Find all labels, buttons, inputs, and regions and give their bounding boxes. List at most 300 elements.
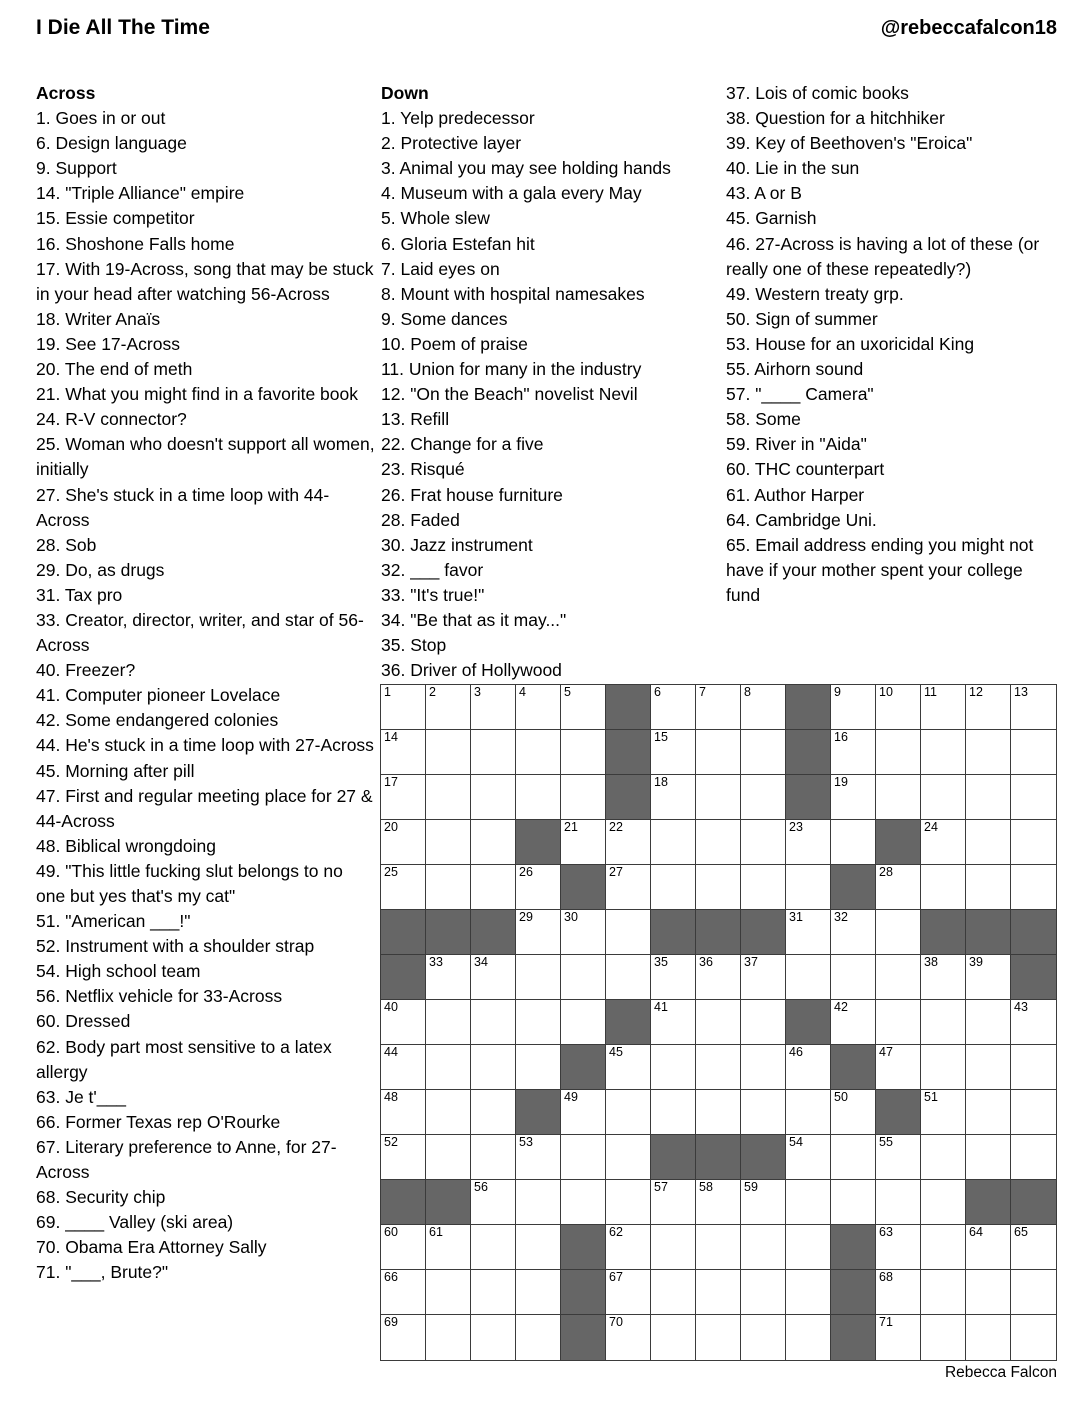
clue-51: 51. "American ___!" xyxy=(36,911,191,932)
clue-64: 64. Cambridge Uni. xyxy=(726,509,877,530)
cell-number: 66 xyxy=(384,1270,398,1284)
grid-cell[interactable] xyxy=(471,1180,516,1225)
clue-24: 24. R-V connector? xyxy=(36,409,187,430)
grid-cell[interactable] xyxy=(606,910,651,955)
clue-12: 12. "On the Beach" novelist Nevil xyxy=(381,384,638,405)
grid-cell[interactable] xyxy=(381,1225,426,1270)
cell-number: 14 xyxy=(384,730,398,744)
down-clues-column xyxy=(381,81,719,683)
grid-cell[interactable] xyxy=(381,1270,426,1315)
cell-number: 65 xyxy=(1014,1225,1028,1239)
grid-cell[interactable] xyxy=(876,730,921,775)
cell-number: 39 xyxy=(969,955,983,969)
black-square xyxy=(831,1225,876,1270)
grid-cell[interactable] xyxy=(966,1000,1011,1045)
grid-cell[interactable] xyxy=(876,865,921,910)
cell-number: 22 xyxy=(609,820,623,834)
clue-38: 38. Question for a hitchhiker xyxy=(726,108,945,129)
crossword-grid xyxy=(380,684,1057,1361)
grid-cell[interactable] xyxy=(921,1000,966,1045)
grid-cell[interactable] xyxy=(786,1315,831,1360)
clue-36: 36. Driver of Hollywood xyxy=(381,660,562,681)
grid-cell[interactable] xyxy=(426,955,471,1000)
grid-cell[interactable] xyxy=(921,1270,966,1315)
grid-cell[interactable] xyxy=(966,1045,1011,1090)
grid-cell[interactable] xyxy=(606,820,651,865)
cell-number: 40 xyxy=(384,1000,398,1014)
grid-cell[interactable] xyxy=(921,1315,966,1360)
grid-cell[interactable] xyxy=(381,1090,426,1135)
grid-cell[interactable] xyxy=(516,775,561,820)
black-square xyxy=(831,1315,876,1360)
grid-cell[interactable] xyxy=(471,685,516,730)
grid-cell[interactable] xyxy=(786,865,831,910)
grid-cell[interactable] xyxy=(696,1090,741,1135)
black-square xyxy=(561,1045,606,1090)
grid-cell[interactable] xyxy=(651,1270,696,1315)
grid-cell[interactable] xyxy=(696,955,741,1000)
grid-cell[interactable] xyxy=(831,1090,876,1135)
grid-cell[interactable] xyxy=(876,775,921,820)
grid-cell[interactable] xyxy=(786,955,831,1000)
grid-cell[interactable] xyxy=(516,685,561,730)
grid-cell[interactable] xyxy=(516,1045,561,1090)
black-square xyxy=(516,820,561,865)
grid-cell[interactable] xyxy=(741,1180,786,1225)
cell-number: 2 xyxy=(429,685,436,699)
grid-cell[interactable] xyxy=(966,1315,1011,1360)
grid-cell[interactable] xyxy=(561,775,606,820)
clue-68: 68. Security chip xyxy=(36,1187,166,1208)
clue-49: 49. "This little fucking slut belongs to no one but yes that's my cat" xyxy=(36,860,343,906)
clue-25: 25. Woman who doesn't support all women, initially xyxy=(36,434,375,480)
grid-cell[interactable] xyxy=(471,1045,516,1090)
clue-59: 59. River in "Aida" xyxy=(726,434,867,455)
down-clue-list xyxy=(381,106,719,683)
cell-number: 44 xyxy=(384,1045,398,1059)
grid-cell[interactable] xyxy=(606,1180,651,1225)
grid-cell[interactable] xyxy=(921,820,966,865)
clue-35: 35. Stop xyxy=(381,635,447,656)
grid-cell[interactable] xyxy=(741,955,786,1000)
grid-cell[interactable] xyxy=(651,775,696,820)
clue-33: 33. Creator, director, writer, and star of 56-Across xyxy=(36,609,364,656)
grid-cell[interactable] xyxy=(831,685,876,730)
grid-cell[interactable] xyxy=(471,1135,516,1180)
clue-34: 34. "Be that as it may..." xyxy=(381,609,567,630)
clue-2: 2. Protective layer xyxy=(381,133,522,154)
cell-number: 26 xyxy=(519,865,533,879)
cell-number: 20 xyxy=(384,820,398,834)
grid-cell[interactable] xyxy=(696,685,741,730)
grid-cell[interactable] xyxy=(381,820,426,865)
grid-cell[interactable] xyxy=(381,685,426,730)
grid-cell[interactable] xyxy=(606,1045,651,1090)
grid-cell[interactable] xyxy=(651,1000,696,1045)
clue-20: 20. The end of meth xyxy=(36,359,193,380)
cell-number: 60 xyxy=(384,1225,398,1239)
grid-cell[interactable] xyxy=(696,1000,741,1045)
clue-33: 33. "It's true!" xyxy=(381,584,485,605)
grid-cell[interactable] xyxy=(426,1315,471,1360)
grid-cell[interactable] xyxy=(696,1315,741,1360)
grid-cell[interactable] xyxy=(651,1045,696,1090)
grid-cell[interactable] xyxy=(1011,1225,1056,1270)
grid-cell[interactable] xyxy=(426,685,471,730)
grid-cell[interactable] xyxy=(561,955,606,1000)
grid-cell[interactable] xyxy=(471,1090,516,1135)
grid-cell[interactable] xyxy=(426,730,471,775)
black-square xyxy=(786,775,831,820)
grid-cell[interactable] xyxy=(741,1270,786,1315)
grid-cell[interactable] xyxy=(381,1315,426,1360)
grid-cell[interactable] xyxy=(876,1180,921,1225)
cell-number: 42 xyxy=(834,1000,848,1014)
grid-cell[interactable] xyxy=(921,865,966,910)
grid-cell[interactable] xyxy=(921,955,966,1000)
grid-cell[interactable] xyxy=(1011,820,1056,865)
grid-cell[interactable] xyxy=(1011,1270,1056,1315)
black-square xyxy=(381,910,426,955)
cell-number: 18 xyxy=(654,775,668,789)
grid-cell[interactable] xyxy=(876,955,921,1000)
clue-37: 37. Lois of comic books xyxy=(726,83,909,103)
black-square xyxy=(966,1180,1011,1225)
black-square xyxy=(561,865,606,910)
clue-28: 28. Faded xyxy=(381,509,460,530)
black-square xyxy=(561,1315,606,1360)
grid-cell[interactable] xyxy=(696,820,741,865)
clue-13: 13. Refill xyxy=(381,409,450,430)
clue-9: 9. Some dances xyxy=(381,308,508,329)
grid-cell[interactable] xyxy=(561,1000,606,1045)
grid-cell[interactable] xyxy=(516,730,561,775)
grid-cell[interactable] xyxy=(876,685,921,730)
grid-cell[interactable] xyxy=(651,730,696,775)
clue-60: 60. THC counterpart xyxy=(726,459,885,480)
cell-number: 23 xyxy=(789,820,803,834)
grid-cell[interactable] xyxy=(1011,1090,1056,1135)
cell-number: 45 xyxy=(609,1045,623,1059)
clue-48: 48. Biblical wrongdoing xyxy=(36,835,216,856)
grid-cell[interactable] xyxy=(696,775,741,820)
grid-cell[interactable] xyxy=(876,910,921,955)
grid-cell[interactable] xyxy=(921,1090,966,1135)
grid-cell[interactable] xyxy=(606,1090,651,1135)
grid-cell[interactable] xyxy=(561,1180,606,1225)
clue-57: 57. "____ Camera" xyxy=(726,384,874,405)
grid-cell[interactable] xyxy=(426,1225,471,1270)
grid-cell[interactable] xyxy=(651,955,696,1000)
black-square xyxy=(426,910,471,955)
grid-cell[interactable] xyxy=(381,775,426,820)
cell-number: 43 xyxy=(1014,1000,1028,1014)
clue-1: 1. Yelp predecessor xyxy=(381,108,535,129)
grid-cell[interactable] xyxy=(426,775,471,820)
grid-cell[interactable] xyxy=(696,865,741,910)
grid-cell[interactable] xyxy=(471,1270,516,1315)
clue-16: 16. Shoshone Falls home xyxy=(36,233,235,254)
grid-cell[interactable] xyxy=(561,685,606,730)
grid-cell[interactable] xyxy=(606,1270,651,1315)
grid-cell[interactable] xyxy=(966,775,1011,820)
grid-cell[interactable] xyxy=(606,1135,651,1180)
grid-cell[interactable] xyxy=(561,1090,606,1135)
grid-cell[interactable] xyxy=(966,1090,1011,1135)
grid-cell[interactable] xyxy=(966,1225,1011,1270)
grid-cell[interactable] xyxy=(876,1045,921,1090)
grid-cell[interactable] xyxy=(786,1090,831,1135)
grid-cell[interactable] xyxy=(966,730,1011,775)
grid-cell[interactable] xyxy=(516,1315,561,1360)
grid-cell[interactable] xyxy=(1011,1045,1056,1090)
grid-cell[interactable] xyxy=(696,1225,741,1270)
clue-56: 56. Netflix vehicle for 33-Across xyxy=(36,986,283,1007)
grid-cell[interactable] xyxy=(741,865,786,910)
grid-cell[interactable] xyxy=(966,1135,1011,1180)
grid-cell[interactable] xyxy=(876,1315,921,1360)
clue-55: 55. Airhorn sound xyxy=(726,359,864,380)
cell-number: 5 xyxy=(564,685,571,699)
grid-cell[interactable] xyxy=(606,1315,651,1360)
clue-53: 53. House for an uxoricidal King xyxy=(726,333,975,354)
grid-cell[interactable] xyxy=(651,865,696,910)
clue-54: 54. High school team xyxy=(36,961,201,982)
down-clues-column-continued xyxy=(726,81,1044,608)
clue-31: 31. Tax pro xyxy=(36,584,123,605)
grid-cell[interactable] xyxy=(696,1270,741,1315)
grid-cell[interactable] xyxy=(516,1270,561,1315)
grid-cell[interactable] xyxy=(1011,775,1056,820)
grid-cell[interactable] xyxy=(786,910,831,955)
clue-47: 47. First and regular meeting place for 27 & 44-Across xyxy=(36,785,373,831)
clue-63: 63. Je t'___ xyxy=(36,1086,126,1107)
clue-52: 52. Instrument with a shoulder strap xyxy=(36,936,315,957)
grid-cell[interactable] xyxy=(1011,1000,1056,1045)
grid-cell[interactable] xyxy=(651,1315,696,1360)
black-square xyxy=(516,1090,561,1135)
grid-cell[interactable] xyxy=(831,910,876,955)
clue-21: 21. What you might find in a favorite book xyxy=(36,384,358,405)
clue-5: 5. Whole slew xyxy=(381,208,490,229)
grid-cell[interactable] xyxy=(471,865,516,910)
grid-cell[interactable] xyxy=(561,1135,606,1180)
grid-cell[interactable] xyxy=(516,1135,561,1180)
clue-30: 30. Jazz instrument xyxy=(381,534,533,555)
grid-cell[interactable] xyxy=(381,1000,426,1045)
grid-cell[interactable] xyxy=(921,775,966,820)
cell-number: 48 xyxy=(384,1090,398,1104)
grid-cell[interactable] xyxy=(966,1270,1011,1315)
cell-number: 25 xyxy=(384,865,398,879)
grid-cell[interactable] xyxy=(921,1180,966,1225)
grid-cell[interactable] xyxy=(696,730,741,775)
grid-cell[interactable] xyxy=(876,1225,921,1270)
grid-cell[interactable] xyxy=(1011,1135,1056,1180)
cell-number: 17 xyxy=(384,775,398,789)
grid-cell[interactable] xyxy=(651,685,696,730)
grid-cell[interactable] xyxy=(651,820,696,865)
grid-cell[interactable] xyxy=(786,1180,831,1225)
grid-cell[interactable] xyxy=(516,1000,561,1045)
cell-number: 30 xyxy=(564,910,578,924)
grid-cell[interactable] xyxy=(831,820,876,865)
grid-cell[interactable] xyxy=(831,775,876,820)
clue-50: 50. Sign of summer xyxy=(726,308,878,329)
grid-cell[interactable] xyxy=(471,775,516,820)
grid-cell[interactable] xyxy=(381,865,426,910)
grid-cell[interactable] xyxy=(696,1180,741,1225)
grid-cell[interactable] xyxy=(606,865,651,910)
black-square xyxy=(1011,955,1056,1000)
black-square xyxy=(786,685,831,730)
grid-cell[interactable] xyxy=(561,910,606,955)
grid-cell[interactable] xyxy=(426,1045,471,1090)
grid-cell[interactable] xyxy=(606,955,651,1000)
cell-number: 32 xyxy=(834,910,848,924)
grid-cell[interactable] xyxy=(381,1045,426,1090)
grid-cell[interactable] xyxy=(426,1270,471,1315)
grid-cell[interactable] xyxy=(651,1180,696,1225)
grid-cell[interactable] xyxy=(381,730,426,775)
grid-cell[interactable] xyxy=(831,1135,876,1180)
cell-number: 31 xyxy=(789,910,803,924)
grid-cell[interactable] xyxy=(876,1135,921,1180)
cell-number: 51 xyxy=(924,1090,938,1104)
grid-cell[interactable] xyxy=(741,1045,786,1090)
cell-number: 67 xyxy=(609,1270,623,1284)
grid-cell[interactable] xyxy=(921,1045,966,1090)
grid-cell[interactable] xyxy=(831,1180,876,1225)
cell-number: 70 xyxy=(609,1315,623,1329)
grid-cell[interactable] xyxy=(651,1090,696,1135)
grid-cell[interactable] xyxy=(471,820,516,865)
clue-32: 32. ___ favor xyxy=(381,559,484,580)
grid-cell[interactable] xyxy=(876,1270,921,1315)
grid-cell[interactable] xyxy=(921,1225,966,1270)
grid-cell[interactable] xyxy=(426,1000,471,1045)
grid-cell[interactable] xyxy=(471,955,516,1000)
grid-cell[interactable] xyxy=(561,730,606,775)
grid-cell[interactable] xyxy=(651,1225,696,1270)
cell-number: 62 xyxy=(609,1225,623,1239)
clue-10: 10. Poem of praise xyxy=(381,333,528,354)
grid-cell[interactable] xyxy=(516,1180,561,1225)
grid-cell[interactable] xyxy=(786,820,831,865)
clue-65: 65. Email address ending you might not have if your mother spent your college fund xyxy=(726,534,1034,605)
grid-cell[interactable] xyxy=(831,955,876,1000)
cell-number: 8 xyxy=(744,685,751,699)
grid-cell[interactable] xyxy=(696,1045,741,1090)
grid-cell[interactable] xyxy=(426,865,471,910)
clue-69: 69. ____ Valley (ski area) xyxy=(36,1212,234,1233)
grid-cell[interactable] xyxy=(786,1135,831,1180)
grid-cell[interactable] xyxy=(831,730,876,775)
black-square xyxy=(606,1000,651,1045)
clue-61: 61. Author Harper xyxy=(726,484,865,505)
grid-cell[interactable] xyxy=(741,820,786,865)
grid-cell[interactable] xyxy=(516,1225,561,1270)
grid-cell[interactable] xyxy=(966,865,1011,910)
black-square xyxy=(1011,1180,1056,1225)
grid-cell[interactable] xyxy=(876,1000,921,1045)
grid-cell[interactable] xyxy=(471,1315,516,1360)
grid-cell[interactable] xyxy=(1011,1315,1056,1360)
grid-cell[interactable] xyxy=(1011,685,1056,730)
grid-cell[interactable] xyxy=(426,1090,471,1135)
grid-cell[interactable] xyxy=(786,1045,831,1090)
grid-cell[interactable] xyxy=(921,730,966,775)
clue-60: 60. Dressed xyxy=(36,1011,131,1032)
clue-39: 39. Key of Beethoven's "Eroica" xyxy=(726,133,973,154)
clue-8: 8. Mount with hospital namesakes xyxy=(381,283,645,304)
black-square xyxy=(606,730,651,775)
black-square xyxy=(651,1135,696,1180)
grid-cell[interactable] xyxy=(786,1270,831,1315)
grid-cell[interactable] xyxy=(831,1000,876,1045)
grid-cell[interactable] xyxy=(921,685,966,730)
grid-cell[interactable] xyxy=(921,1135,966,1180)
grid-cell[interactable] xyxy=(516,910,561,955)
clue-28: 28. Sob xyxy=(36,534,97,555)
black-square xyxy=(966,910,1011,955)
cell-number: 57 xyxy=(654,1180,668,1194)
black-square xyxy=(426,1180,471,1225)
grid-cell[interactable] xyxy=(471,1225,516,1270)
clue-42: 42. Some endangered colonies xyxy=(36,710,279,731)
cell-number: 7 xyxy=(699,685,706,699)
grid-cell[interactable] xyxy=(741,1315,786,1360)
cell-number: 71 xyxy=(879,1315,893,1329)
black-square xyxy=(786,1000,831,1045)
grid-cell[interactable] xyxy=(561,820,606,865)
grid-cell[interactable] xyxy=(966,955,1011,1000)
grid-cell[interactable] xyxy=(1011,730,1056,775)
grid-cell[interactable] xyxy=(741,730,786,775)
black-square xyxy=(741,910,786,955)
cell-number: 21 xyxy=(564,820,578,834)
grid-cell[interactable] xyxy=(381,1135,426,1180)
grid-cell[interactable] xyxy=(426,820,471,865)
grid-cell[interactable] xyxy=(516,865,561,910)
grid-cell[interactable] xyxy=(606,1225,651,1270)
grid-cell[interactable] xyxy=(516,955,561,1000)
grid-cell[interactable] xyxy=(426,1135,471,1180)
grid-cell[interactable] xyxy=(741,1090,786,1135)
cell-number: 47 xyxy=(879,1045,893,1059)
cell-number: 64 xyxy=(969,1225,983,1239)
grid-cell[interactable] xyxy=(741,1000,786,1045)
grid-cell[interactable] xyxy=(966,820,1011,865)
clue-22: 22. Change for a five xyxy=(381,434,544,455)
grid-cell[interactable] xyxy=(741,775,786,820)
grid-cell[interactable] xyxy=(966,685,1011,730)
clue-3: 3. Animal you may see holding hands xyxy=(381,158,671,179)
grid-cell[interactable] xyxy=(786,1225,831,1270)
grid-cell[interactable] xyxy=(741,685,786,730)
grid-cell[interactable] xyxy=(471,1000,516,1045)
grid-cell[interactable] xyxy=(741,1225,786,1270)
clue-41: 41. Computer pioneer Lovelace xyxy=(36,685,281,706)
cell-number: 35 xyxy=(654,955,668,969)
black-square xyxy=(471,910,516,955)
across-clues-column xyxy=(36,81,376,1286)
grid-cell[interactable] xyxy=(471,730,516,775)
cell-number: 41 xyxy=(654,1000,668,1014)
grid-cell[interactable] xyxy=(1011,865,1056,910)
clue-58: 58. Some xyxy=(726,409,801,430)
clue-66: 66. Former Texas rep O'Rourke xyxy=(36,1111,281,1132)
